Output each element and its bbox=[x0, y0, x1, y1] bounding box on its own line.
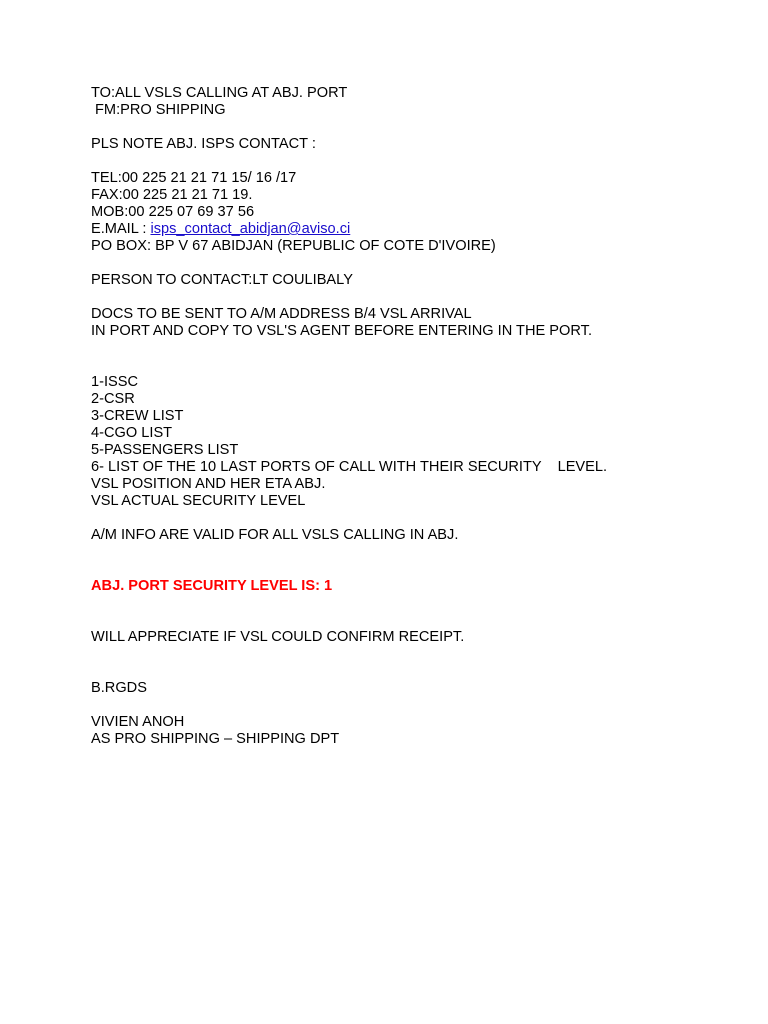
docs-intro-line-2: IN PORT AND COPY TO VSL'S AGENT BEFORE ENTERING IN THE PORT. bbox=[91, 323, 592, 339]
list-item: VSL ACTUAL SECURITY LEVEL bbox=[91, 493, 306, 509]
fax-line: FAX:00 225 21 21 71 19. bbox=[91, 187, 253, 203]
validity-line: A/M INFO ARE VALID FOR ALL VSLS CALLING IN ABJ. bbox=[91, 527, 459, 543]
person-line: PERSON TO CONTACT:LT COULIBALY bbox=[91, 272, 353, 288]
list-item: 3-CREW LIST bbox=[91, 408, 184, 424]
docs-intro-line-1: DOCS TO BE SENT TO A/M ADDRESS B/4 VSL ARRIVAL bbox=[91, 306, 472, 322]
list-item: 4-CGO LIST bbox=[91, 425, 173, 441]
confirm-line: WILL APPRECIATE IF VSL COULD CONFIRM RECEIPT. bbox=[91, 629, 465, 645]
list-item: 6- LIST OF THE 10 LAST PORTS OF CALL WITH THEIR SECURITY LEVEL. bbox=[91, 459, 608, 475]
signatory-name: VIVIEN ANOH bbox=[91, 714, 185, 730]
tel-line: TEL:00 225 21 21 71 15/ 16 /17 bbox=[91, 170, 297, 186]
intro-line: PLS NOTE ABJ. ISPS CONTACT : bbox=[91, 136, 316, 152]
from-line: FM:PRO SHIPPING bbox=[95, 102, 226, 118]
mob-line: MOB:00 225 07 69 37 56 bbox=[91, 204, 255, 220]
signatory-title: AS PRO SHIPPING – SHIPPING DPT bbox=[91, 731, 340, 747]
to-line: TO:ALL VSLS CALLING AT ABJ. PORT bbox=[91, 85, 348, 101]
list-item: VSL POSITION AND HER ETA ABJ. bbox=[91, 476, 326, 492]
list-item: 2-CSR bbox=[91, 391, 135, 407]
security-level-alert: ABJ. PORT SECURITY LEVEL IS: 1 bbox=[91, 578, 333, 594]
email-label: E.MAIL : bbox=[91, 221, 151, 237]
email-line bbox=[91, 221, 728, 238]
docs-list bbox=[91, 374, 728, 510]
list-item: 1-ISSC bbox=[91, 374, 139, 390]
regards-line: B.RGDS bbox=[91, 680, 147, 696]
list-item: 5-PASSENGERS LIST bbox=[91, 442, 239, 458]
email-link[interactable]: isps_contact_abidjan@aviso.ci bbox=[150, 221, 351, 237]
po-box-line: PO BOX: BP V 67 ABIDJAN (REPUBLIC OF COTE D'IVOIRE) bbox=[91, 238, 496, 254]
